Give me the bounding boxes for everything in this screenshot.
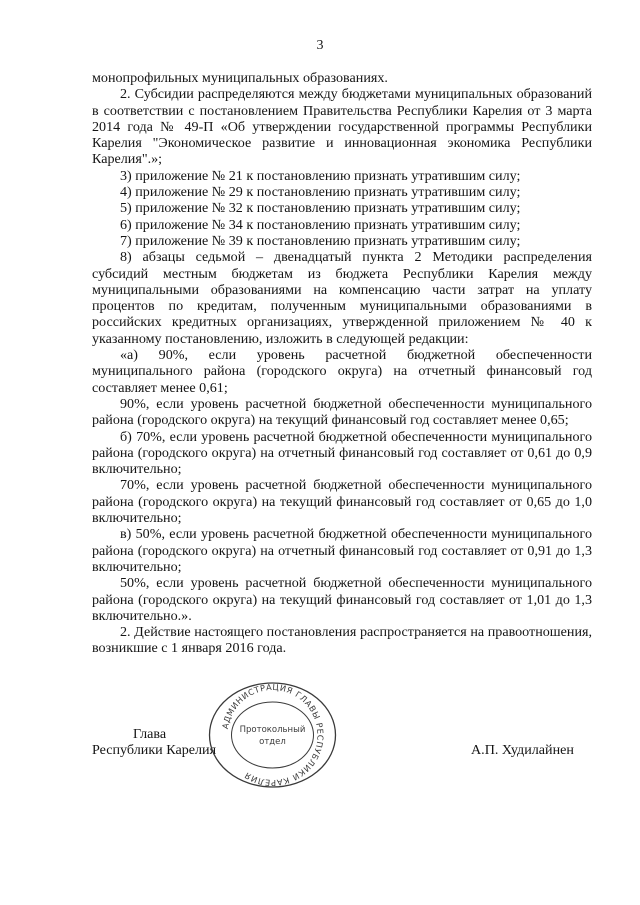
paragraph-continuation: монопрофильных муниципальных образованиях. [92, 70, 388, 86]
paragraph-b-current: 70%, если уровень расчетной бюджетной обеспеченности муниципального района (городского округа) на текущий финансовый год составляет от 0,65 до 1,0 включительно; [92, 477, 592, 527]
paragraph-c-reporting: в) 50%, если уровень расчетной бюджетной обеспеченности муниципального района (городского округа) на отчетный финансовый год составляет от 0,91 до 1,3 включительно; [92, 526, 592, 575]
paragraph-a-reporting: «а) 90%, если уровень расчетной бюджетной обеспеченности муниципального района (городского округа) на отчетный финансовый год составляет менее 0,61; [92, 347, 592, 396]
paragraph-item-7: 7) приложение № 39 к постановлению признать утратившим силу; [120, 232, 521, 249]
paragraph-item-8: 8) абзацы седьмой – двенадцатый пункта 2 Методики распределения субсидий местным бюджетам из бюджета Республики Карелия между муниципальными образованиями на компенсацию части затрат на уплату процентов по кредитам, полученным муниципальными образованиями в российских кредитных организациях, утвержденной приложением № 40 к указанному постановлению, изложить в следующей редакции: [92, 249, 592, 347]
signature-name: А.П. Худилайнен [471, 742, 574, 758]
document-body [92, 70, 592, 657]
paragraph-effective-date: 2. Действие настоящего постановления распространяется на правоотношения, возникшие с 1 января 2016 года. [92, 624, 592, 657]
paragraph-item-4: 4) приложение № 29 к постановлению признать утратившим силу; [120, 184, 521, 201]
paragraph-item-5: 5) приложение № 32 к постановлению признать утратившим силу; [120, 200, 521, 217]
stamp-line1: Протокольный [239, 725, 306, 735]
paragraph-item-6: 6) приложение № 34 к постановлению признать утратившим силу; [120, 216, 521, 233]
paragraph-b-reporting: б) 70%, если уровень расчетной бюджетной обеспеченности муниципального района (городского округа) на отчетный финансовый год составляет от 0,61 до 0,9 включительно; [92, 428, 592, 478]
stamp-line2: отдел [259, 737, 286, 747]
official-stamp [205, 680, 340, 790]
paragraph-c-current: 50%, если уровень расчетной бюджетной обеспеченности муниципального района (городского округа) на текущий финансовый год составляет от 1,01 до 1,3 включительно.». [92, 575, 592, 624]
paragraph-a-current: 90%, если уровень расчетной бюджетной обеспеченности муниципального района (городского округа) на текущий финансовый год составляет менее 0,65; [92, 395, 592, 429]
page-number: 3 [316, 38, 324, 53]
signature-organization: Республики Карелия [92, 742, 217, 758]
paragraph-subsidies: 2. Субсидии распределяются между бюджетами муниципальных образований в соответствии с постановлением Правительства Республики Карелия от 3 марта 2014 года № 49-П «Об утверждении государственной программы Республики Карелия "Экономическое развитие и инновационная экономика Республики Карелия".»; [92, 86, 592, 168]
paragraph-item-3: 3) приложение № 21 к постановлению признать утратившим силу; [120, 167, 521, 184]
stamp-ring-text: АДМИНИСТРАЦИЯ ГЛАВЫ РЕСПУБЛИКИ КАРЕЛИЯ [219, 681, 326, 789]
signature-title: Глава [133, 726, 167, 742]
